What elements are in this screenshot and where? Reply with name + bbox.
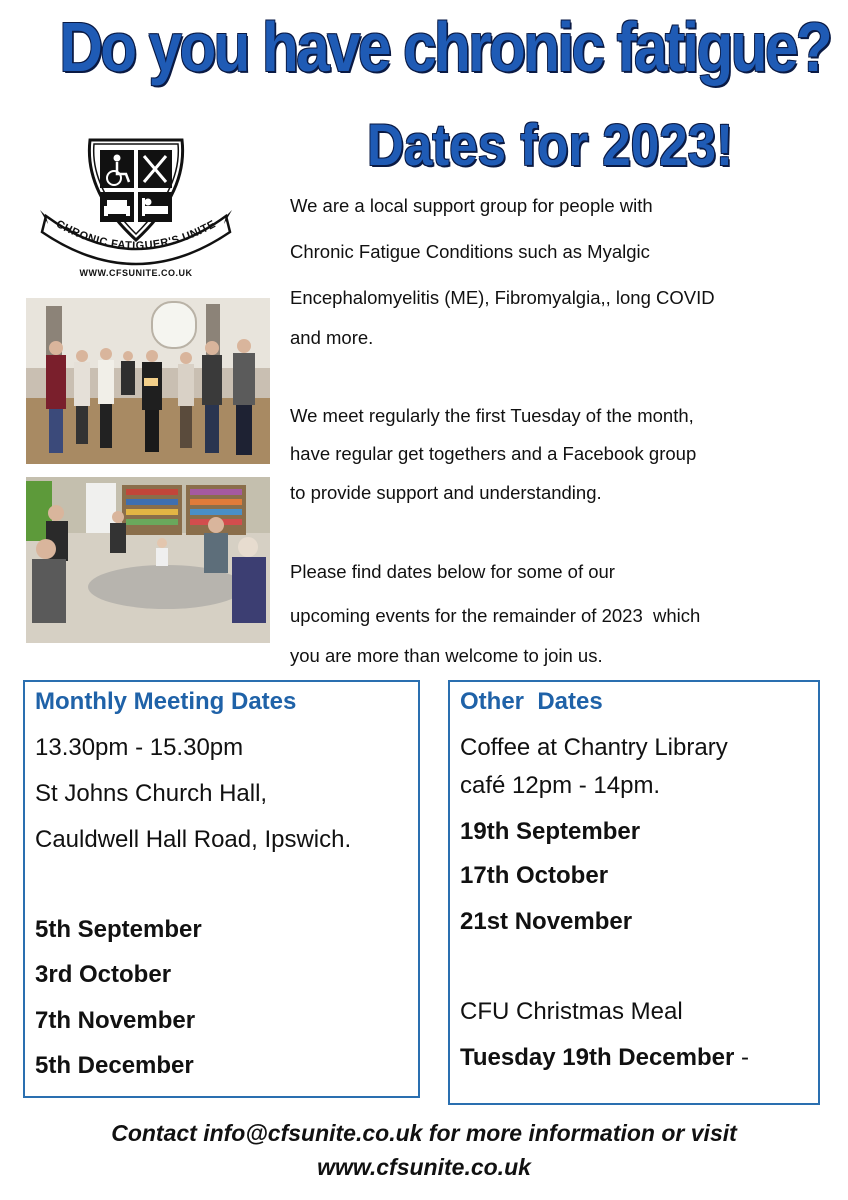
monthly-meeting-title: Monthly Meeting Dates (35, 688, 297, 715)
intro-line: We are a local support group for people with (290, 195, 653, 216)
meeting-time: 13.30pm - 15.30pm (35, 734, 244, 761)
other-date: 17th October (460, 862, 609, 889)
christmas-meal-line (460, 1044, 749, 1072)
meeting-date: 7th November (35, 1007, 196, 1034)
group-photo-hall (26, 298, 270, 464)
wheelchair-icon (114, 155, 121, 162)
intro-line: Please find dates below for some of our (290, 561, 615, 582)
footer-website[interactable]: www.cfsunite.co.uk (317, 1154, 531, 1180)
intro-line: Chronic Fatigue Conditions such as Myalgic (290, 241, 650, 262)
christmas-meal-suffix: - (734, 1044, 750, 1071)
meeting-date: 5th December (35, 1052, 194, 1079)
group-photo-library (26, 477, 270, 643)
other-dates-title: Other Dates (460, 688, 603, 715)
meeting-date: 3rd October (35, 961, 172, 988)
armchair-icon (107, 200, 127, 214)
other-date: 21st November (460, 908, 633, 935)
coffee-location: Coffee at Chantry Library (460, 734, 728, 761)
bed-icon (142, 206, 168, 214)
christmas-meal-date: Tuesday 19th December (460, 1044, 735, 1071)
meeting-venue: St Johns Church Hall, (35, 780, 268, 807)
cfu-logo (38, 132, 234, 284)
intro-line: upcoming events for the remainder of 2023 which (290, 605, 701, 626)
christmas-meal-title: CFU Christmas Meal (460, 998, 683, 1025)
intro-line: We meet regularly the first Tuesday of the month, (290, 405, 694, 426)
intro-line: Encephalomyelitis (ME), Fibromyalgia,, long COVID (290, 287, 715, 308)
monthly-meeting-box (23, 680, 420, 1098)
intro-line: you are more than welcome to join us. (290, 645, 603, 666)
other-date: 19th September (460, 818, 641, 845)
intro-line: have regular get togethers and a Facebook group (290, 443, 697, 464)
intro-line: to provide support and understanding. (290, 482, 602, 503)
page-subtitle: Dates for 2023! (367, 113, 733, 178)
other-dates-box (448, 680, 820, 1105)
page-title: Do you have chronic fatigue? (59, 8, 831, 86)
meeting-date: 5th September (35, 916, 202, 943)
logo-banner-text: CHRONIC FATIGUER'S UNITE (53, 218, 219, 253)
intro-line: and more. (290, 327, 374, 348)
logo-url: WWW.CFSUNITE.CO.UK (79, 268, 193, 278)
coffee-time: café 12pm - 14pm. (460, 772, 661, 799)
footer-contact: Contact info@cfsunite.co.uk for more information or visit (111, 1120, 737, 1146)
meeting-venue-address: Cauldwell Hall Road, Ipswich. (35, 826, 352, 853)
